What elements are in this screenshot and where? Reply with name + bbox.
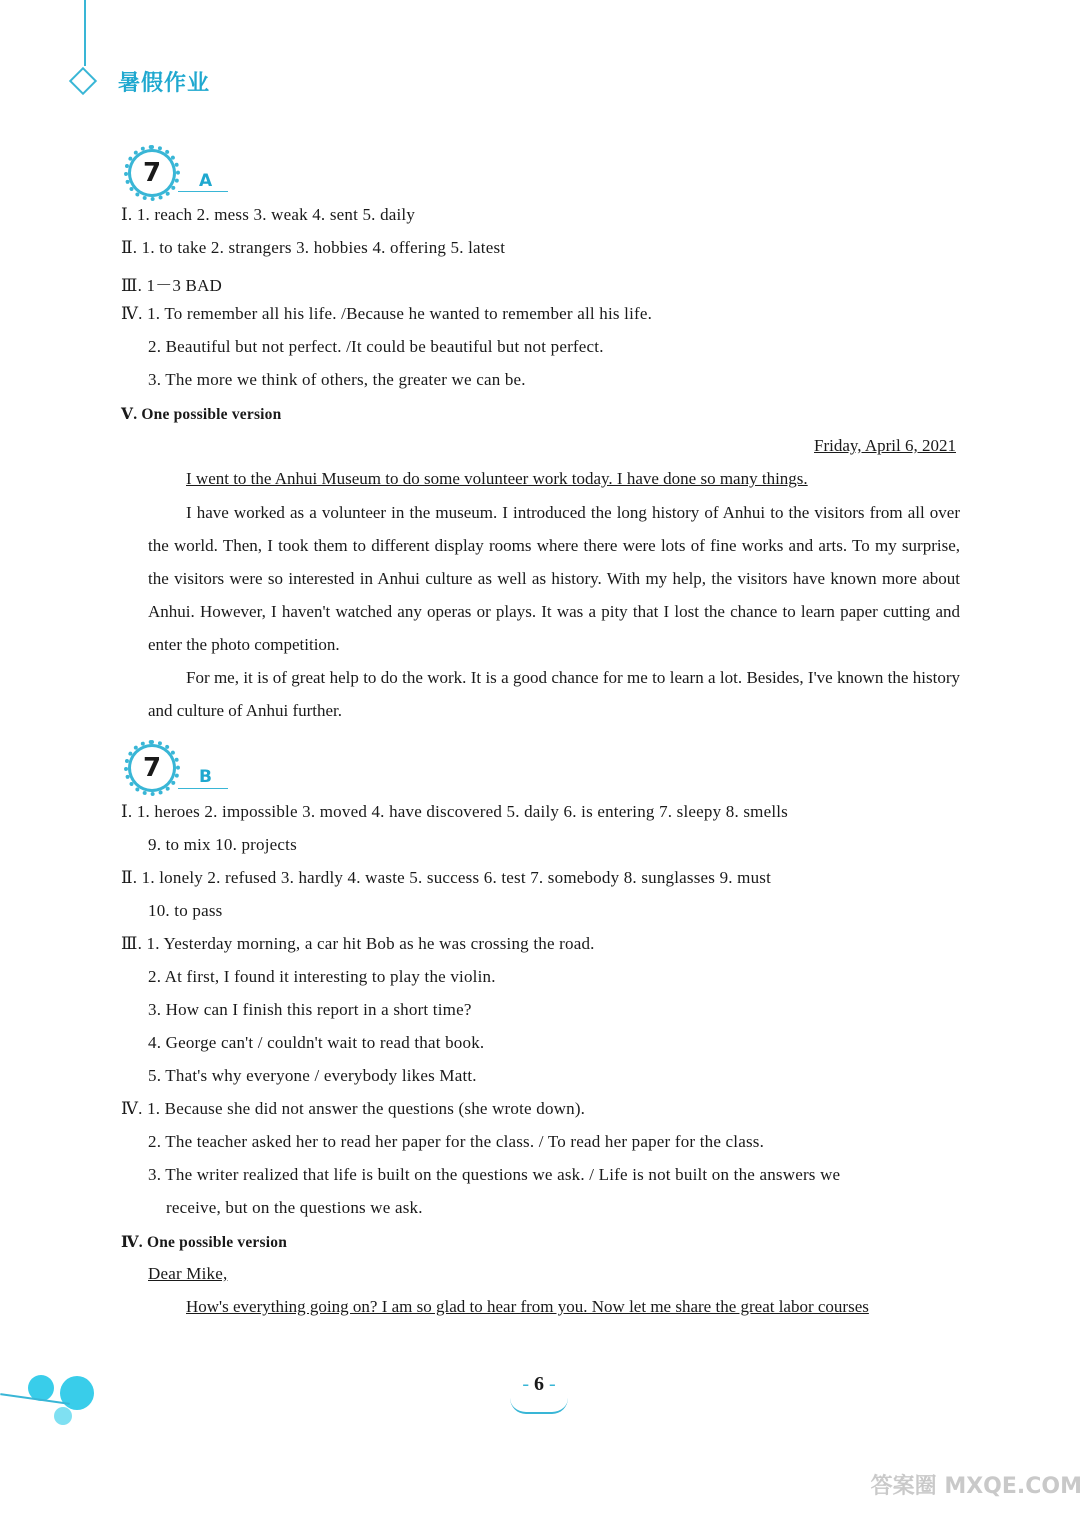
- page-number-box: [506, 1373, 572, 1396]
- header-vertical-line: [84, 0, 86, 66]
- a-q4-2: 2. Beautiful but not perfect. /It could be beautiful but not perfect.: [148, 337, 604, 356]
- section-a-number: 7: [142, 158, 162, 188]
- watermark-text: 答案圈 MXQE.COM: [870, 1474, 1082, 1499]
- diamond-icon: [69, 67, 97, 95]
- section-a-letter: A: [199, 171, 213, 191]
- page-dash-left: -: [522, 1373, 529, 1395]
- a-essay-paragraph-3-text: For me, it is of great help to do the work. It is a good chance for me to learn a lot. Besides, I've known the history and culture of Anhui further.: [148, 668, 960, 720]
- b-q4-3b: receive, but on the questions we ask.: [166, 1198, 423, 1217]
- b-q1-b: 9. to mix 10. projects: [148, 835, 297, 854]
- page-dash-right: -: [549, 1373, 556, 1395]
- section-b-letter: B: [199, 767, 212, 787]
- b-letter-greeting: Dear Mike,: [148, 1264, 228, 1283]
- b-q1-a: Ⅰ. 1. heroes 2. impossible 3. moved 4. have discovered 5. daily 6. is entering 7. sleepy 8. smells: [121, 802, 789, 821]
- section-b-rule: [178, 788, 228, 789]
- a-essay-paragraph-3: [148, 661, 960, 727]
- b-q3-5: 5. That's why everyone / everybody likes Matt.: [148, 1066, 477, 1085]
- a-q3: Ⅲ. 1－3 BAD: [121, 276, 223, 295]
- section-a-rule: [178, 191, 228, 192]
- a-q2: Ⅱ. 1. to take 2. strangers 3. hobbies 4. offering 5. latest: [121, 238, 506, 257]
- section-a-badge: [124, 145, 180, 201]
- b-q5-label: Ⅳ. One possible version: [121, 1234, 288, 1251]
- b-q3-2: 2. At first, I found it interesting to play the violin.: [148, 967, 496, 986]
- a-essay-first-sentence: I went to the Anhui Museum to do some volunteer work today. I have done so many things.: [186, 469, 808, 488]
- watermark-logo: [871, 1462, 1082, 1502]
- a-essay-paragraph-2: [148, 496, 960, 661]
- page-number-arc: [510, 1398, 568, 1414]
- b-q4-1: Ⅳ. 1. Because she did not answer the questions (she wrote down).: [121, 1099, 586, 1118]
- page-number: 6: [534, 1373, 544, 1395]
- section-b-number: 7: [142, 753, 162, 783]
- b-q2-b: 10. to pass: [148, 901, 223, 920]
- b-q4-2: 2. The teacher asked her to read her paper for the class. / To read her paper for the class.: [148, 1132, 765, 1151]
- decor-dot-3: [54, 1407, 72, 1425]
- b-q3-1: Ⅲ. 1. Yesterday morning, a car hit Bob as he was crossing the road.: [121, 934, 595, 953]
- a-q4-3: 3. The more we think of others, the greater we can be.: [148, 370, 526, 389]
- a-essay-paragraph-2-text: I have worked as a volunteer in the museum. I introduced the long history of Anhui to the visitors from all over the world. Then, I took them to different display rooms where there were lots of fine works and arts. To my surprise, the visitors were so interested in Anhui culture as well as history. With my help, the visitors have known more about Anhui. However, I haven't watched any operas or plays. It was a pity that I lost the chance to learn paper cutting and enter the photo competition.: [148, 503, 960, 654]
- decor-dot-2: [60, 1376, 94, 1410]
- a-q1: Ⅰ. 1. reach 2. mess 3. weak 4. sent 5. daily: [121, 205, 416, 224]
- b-q3-4: 4. George can't / couldn't wait to read that book.: [148, 1033, 485, 1052]
- b-q3-3: 3. How can I finish this report in a short time?: [148, 1000, 472, 1019]
- b-q4-3a: 3. The writer realized that life is built on the questions we ask. / Life is not built on the answers we: [148, 1165, 841, 1184]
- a-q5-label: Ⅴ. One possible version: [121, 406, 282, 423]
- b-q2-a: Ⅱ. 1. lonely 2. refused 3. hardly 4. waste 5. success 6. test 7. somebody 8. sunglasses 9. must: [121, 868, 772, 887]
- header-title: 暑假作业: [118, 71, 211, 96]
- a-essay-date: Friday, April 6, 2021: [814, 436, 956, 455]
- b-letter-first-line: How's everything going on? I am so glad to hear from you. Now let me share the great labor courses: [186, 1297, 869, 1316]
- section-b-badge: [124, 740, 180, 796]
- a-q4-1: Ⅳ. 1. To remember all his life. /Because he wanted to remember all his life.: [121, 304, 653, 323]
